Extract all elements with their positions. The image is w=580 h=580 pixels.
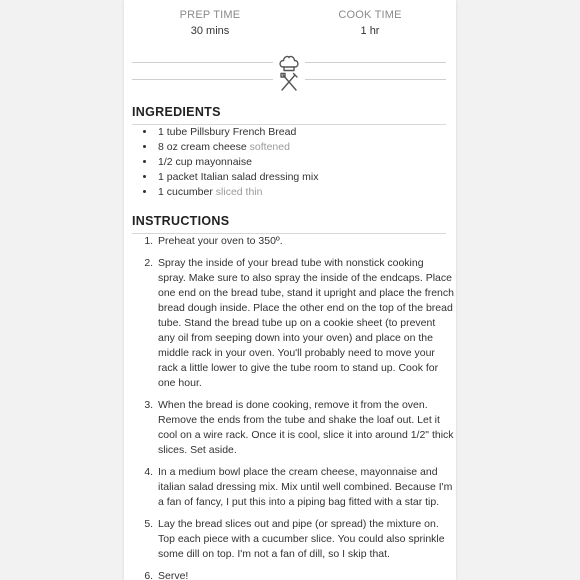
ingredient-item: • 1 packet Italian salad dressing mix	[156, 170, 446, 185]
ingredient-item: • 1 tube Pillsbury French Bread	[156, 125, 446, 140]
ingredients-heading: INGREDIENTS	[132, 104, 446, 125]
instruction-step: 4. In a medium bowl place the cream cheese, mayonnaise and italian salad dressing mix. Mix until well combined. Because I'm a fan of fancy, I put this into a piping bag fitted with a star tip.	[156, 465, 454, 510]
ingredient-note: sliced thin	[215, 186, 263, 198]
instructions-heading: INSTRUCTIONS	[132, 213, 446, 234]
ingredients-list	[132, 125, 446, 200]
instruction-step: 2. Spray the inside of your bread tube with nonstick cooking spray. Make sure to also spray the inside of the endcaps. Place one end on the bread tube, stand it upright and place the french bread dough inside. Place the other end on the top of the bread tube. Stand the bread tube up on a cookie sheet (to prevent any oil from seeping down into your oven) and place on the middle rack in your oven. You'll probably need to move your rack a little lower to give the tube room to stand up. Cook for one hour.	[156, 256, 454, 391]
prep-time-label: PREP TIME	[179, 9, 241, 21]
chef-hat-utensils-icon	[273, 52, 305, 94]
instruction-step: 5. Lay the bread slices out and pipe (or spread) the mixture on. Top each piece with a cucumber slice. You could also sprinkle some dill on top. I'm not a fan of dill, so I skip that.	[156, 517, 454, 562]
section-divider	[132, 52, 446, 94]
ingredient-item: • 1 cucumber sliced thin	[156, 185, 446, 200]
prep-time-value: 30 mins	[190, 25, 230, 37]
instruction-step: 1. Preheat your oven to 350º.	[156, 234, 454, 249]
cook-time	[310, 8, 430, 39]
instruction-step: 6. Serve!	[156, 569, 454, 580]
instruction-step: 3. When the bread is done cooking, remove it from the oven. Remove the ends from the tube and shake the loaf out. Let it cool on a wire rack. Once it is cool, slice it into around 1/2" thick slices. Set aside.	[156, 398, 454, 458]
ingredient-item: • 8 oz cream cheese softened	[156, 140, 446, 155]
instructions-list	[132, 234, 454, 580]
prep-time	[150, 8, 270, 39]
ingredient-note: softened	[249, 141, 290, 153]
recipe-card	[124, 0, 456, 580]
cook-time-value: 1 hr	[360, 25, 380, 37]
cook-time-label: COOK TIME	[338, 9, 402, 21]
ingredient-item: • 1/2 cup mayonnaise	[156, 155, 446, 170]
recipe-times	[124, 8, 456, 48]
